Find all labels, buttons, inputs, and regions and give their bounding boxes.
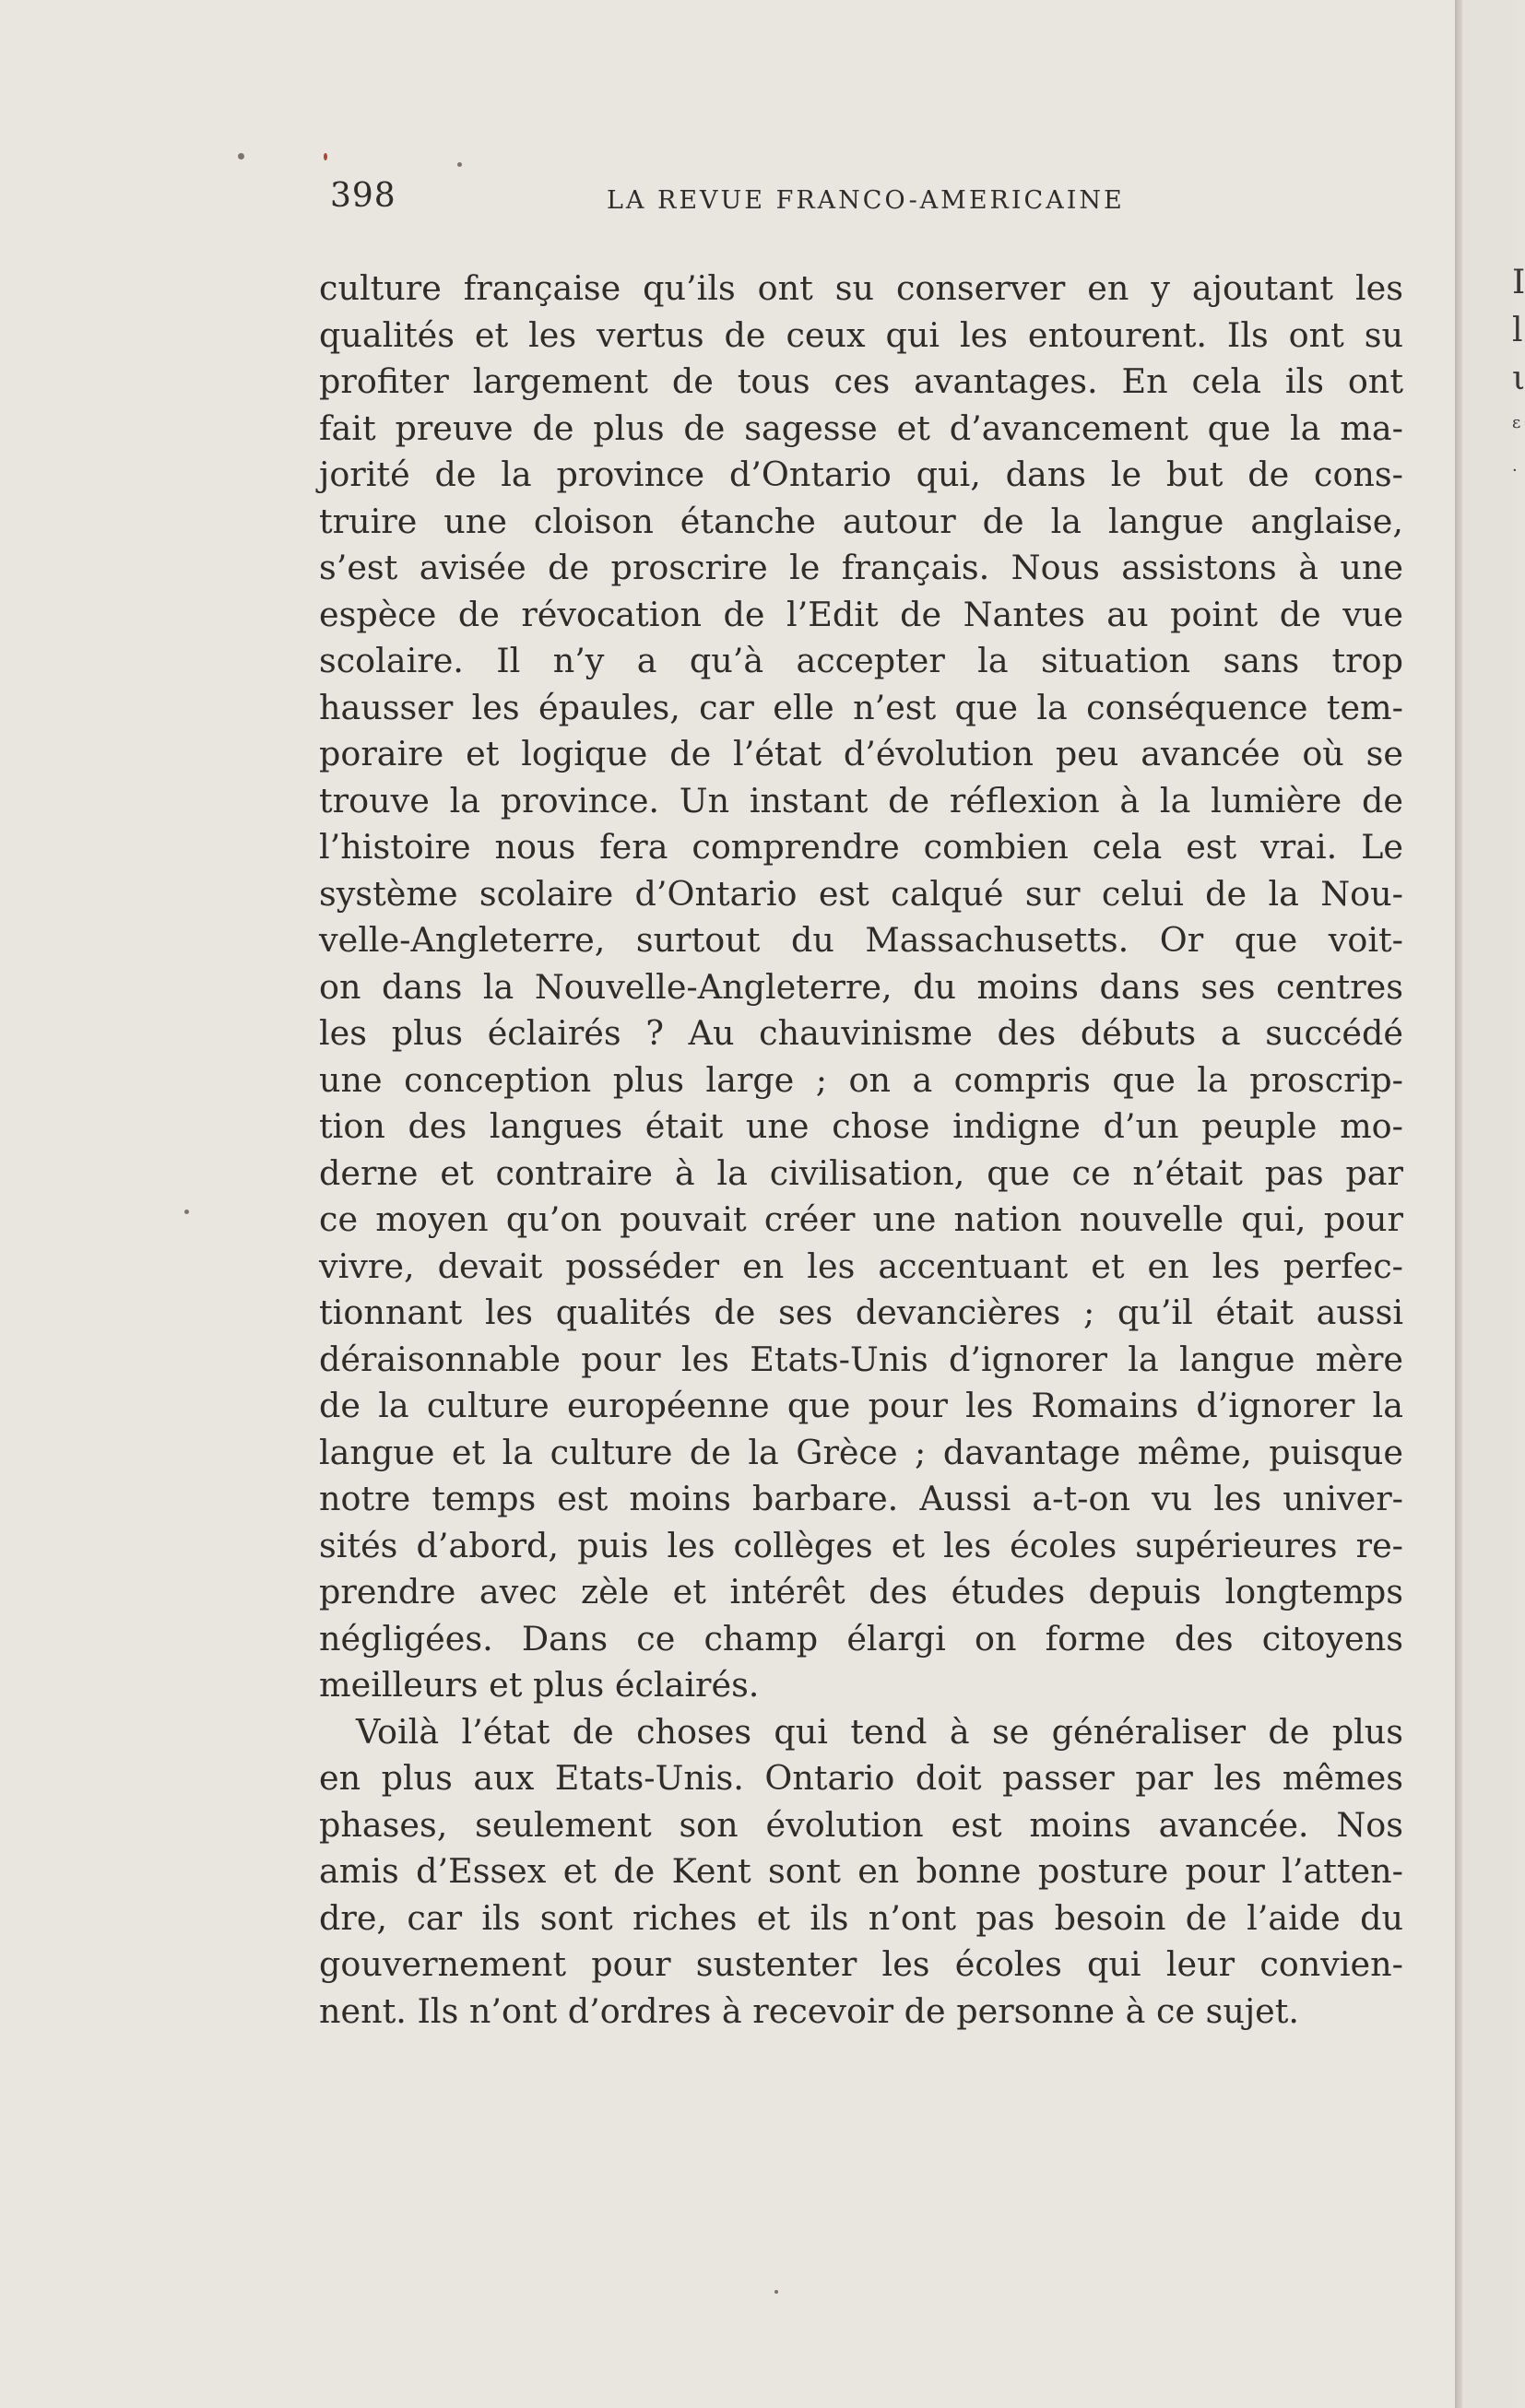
ink-speck: [238, 153, 244, 159]
text-line: jorité de la province d’Ontario qui, dans le but de cons-: [319, 454, 1403, 494]
page-header: [330, 177, 1418, 223]
text-line: prendre avec zèle et intérêt des études depuis longtemps: [319, 1572, 1403, 1611]
facing-page-fragment: ε: [1512, 413, 1521, 432]
body-text: [319, 266, 1403, 2035]
text-line: les plus éclairés ? Au chauvinisme des débuts a succédé: [319, 1013, 1403, 1053]
facing-page-fragment: ·: [1512, 461, 1518, 480]
text-line: tion des langues était une chose indigne d’un peuple mo-: [319, 1106, 1403, 1146]
paragraph: [319, 1709, 1403, 2036]
facing-page-fragment: ι: [1512, 360, 1525, 397]
text-line: langue et la culture de la Grèce ; davantage même, puisque: [319, 1432, 1403, 1472]
text-line: scolaire. Il n’y a qu’à accepter la situation sans trop: [319, 641, 1403, 680]
text-line: négligées. Dans ce champ élargi on forme des citoyens: [319, 1618, 1403, 1658]
ink-speck: [774, 2290, 778, 2294]
text-line: ce moyen qu’on pouvait créer une nation nouvelle qui, pour: [319, 1199, 1403, 1239]
facing-page-fragment: I: [1512, 264, 1525, 301]
text-line: culture française qu’ils ont su conserver en y ajoutant les: [319, 268, 1403, 308]
text-line: s’est avisée de proscrire le français. Nous assistons à une: [319, 548, 1403, 587]
text-line: vivre, devait posséder en les accentuant et en les perfec-: [319, 1245, 1403, 1286]
text-line: de la culture européenne que pour les Romains d’ignorer la: [319, 1386, 1403, 1425]
text-line: Voilà l’état de choses qui tend à se généraliser de plus: [356, 1711, 1403, 1752]
text-line: profiter largement de tous ces avantages. En cela ils ont: [319, 361, 1403, 401]
text-line: en plus aux Etats-Unis. Ontario doit passer par les mêmes: [319, 1758, 1403, 1798]
text-line: meilleurs et plus éclairés.: [319, 1665, 760, 1705]
text-line: sités d’abord, puis les collèges et les écoles supérieures re-: [319, 1525, 1403, 1565]
text-line: fait preuve de plus de sagesse et d’avancement que la ma-: [319, 407, 1403, 448]
text-line: poraire et logique de l’état d’évolution peu avancée où se: [319, 734, 1403, 773]
text-line: phases, seulement son évolution est moins avancée. Nos: [319, 1804, 1403, 1845]
text-line: hausser les épaules, car elle n’est que la conséquence tem-: [319, 687, 1403, 727]
paragraph: [319, 266, 1403, 1709]
facing-page-edge: [1462, 0, 1525, 2408]
facing-page-fragment: l: [1512, 312, 1523, 349]
text-line: dre, car ils sont riches et ils n’ont pas besoin de l’aide du: [319, 1897, 1403, 1938]
ink-speck: [457, 162, 462, 167]
page-gutter: [1455, 0, 1462, 2408]
ink-speck: [324, 153, 327, 160]
text-line: une conception plus large ; on a compris que la proscrip-: [319, 1059, 1403, 1100]
text-line: gouvernement pour sustenter les écoles qui leur convien-: [319, 1944, 1403, 1984]
text-line: déraisonnable pour les Etats-Unis d’ignorer la langue mère: [319, 1339, 1403, 1379]
ink-speck: [184, 1210, 189, 1214]
text-line: qualités et les vertus de ceux qui les entourent. Ils ont su: [319, 314, 1403, 355]
text-line: derne et contraire à la civilisation, que ce n’était pas par: [319, 1152, 1403, 1193]
text-line: nent. Ils n’ont d’ordres à recevoir de personne à ce sujet.: [319, 1990, 1300, 2031]
text-line: trouve la province. Un instant de réflexion à la lumière de: [319, 780, 1403, 820]
text-line: on dans la Nouvelle-Angleterre, du moins dans ses centres: [319, 966, 1403, 1007]
text-line: tionnant les qualités de ses devancières ; qu’il était aussi: [319, 1293, 1403, 1332]
page-number: 398: [330, 177, 396, 215]
text-line: l’histoire nous fera comprendre combien cela est vrai. Le: [319, 827, 1403, 867]
text-line: notre temps est moins barbare. Aussi a-t-on vu les univer-: [319, 1479, 1403, 1518]
text-line: truire une cloison étanche autour de la langue anglaise,: [319, 501, 1403, 541]
text-line: amis d’Essex et de Kent sont en bonne posture pour l’atten-: [319, 1851, 1403, 1891]
running-title: LA REVUE FRANCO-AMERICAINE: [607, 186, 1125, 215]
text-line: velle-Angleterre, surtout du Massachusetts. Or que voit-: [319, 920, 1403, 960]
text-line: espèce de révocation de l’Edit de Nantes au point de vue: [319, 594, 1403, 634]
text-line: système scolaire d’Ontario est calqué sur celui de la Nou-: [319, 873, 1403, 914]
